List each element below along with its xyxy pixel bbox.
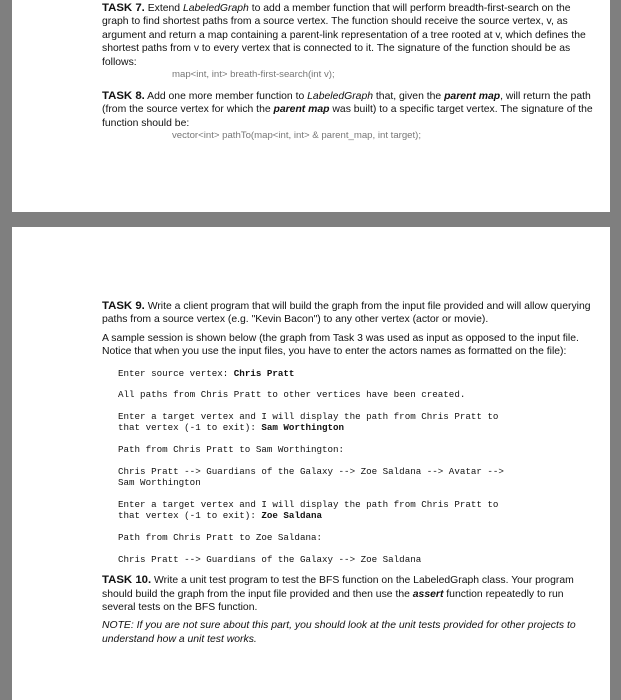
session-line-prompt2b: that vertex (-1 to exit): Zoe Saldana: [118, 510, 323, 522]
task10-note: NOTE: If you are not sure about this part, you should look at the unit tests provided for other projects to understand how a unit test works.: [102, 620, 576, 645]
session-line-path1-header: Path from Chris Pratt to Sam Worthington:: [118, 444, 345, 455]
session-line-path1a: Chris Pratt --> Guardians of the Galaxy --> Zoe Saldana --> Avatar -->: [118, 465, 504, 477]
task7-paragraph: TASK 7. Extend LabeledGraph to add a member function that will perform breadth-first-search on the graph to find shortest paths from a source vertex. The function should receive the source vertex, v, as argument and return a map containing a parent-link representation of a tree rooted at v, which defines the shortest paths from v to every vertex that is connected to it. The signature of the function should be as follows:: [102, 2, 586, 68]
session-line-path2: Chris Pratt --> Guardians of the Galaxy --> Zoe Saldana: [118, 553, 422, 565]
task8-paragraph: TASK 8. Add one more member function to LabeledGraph that, given the parent map, will return the path (from the source vertex for which the parent map was built) to a specific target vertex. The signature of the function should be:: [102, 90, 593, 129]
session-line-prompt2a: Enter a target vertex and I will display the path from Chris Pratt to: [118, 498, 499, 510]
session-line-source: Enter source vertex: Chris Pratt: [118, 367, 295, 379]
task10-paragraph: TASK 10. Write a unit test program to test the BFS function on the LabeledGraph class. Your program should build the graph from the input file provided and then use the assert function repeatedly to run several tests on the BFS function.: [102, 574, 574, 613]
page-bottom: [12, 227, 610, 700]
session-line-path2-header: Path from Chris Pratt to Zoe Saldana:: [118, 531, 322, 543]
task9-paragraph: TASK 9. Write a client program that will build the graph from the input file provided and will allow querying paths from a source vertex (e.g. "Kevin Bacon") to any other vertex (actor or movie).: [102, 300, 591, 326]
session-line-path1b: Sam Worthington: [118, 477, 201, 489]
task10-heading: TASK 10.: [102, 574, 152, 587]
page-top: [12, 0, 610, 212]
session-line-prompt1b: that vertex (-1 to exit): Sam Worthington: [118, 422, 345, 434]
task7-signature: map<int, int> breath-first-search(int v);: [172, 69, 335, 81]
task8-heading: TASK 8.: [102, 90, 145, 103]
task9-heading: TASK 9.: [102, 300, 145, 312]
task8-signature: vector<int> pathTo(map<int, int> & parent_map, int target);: [172, 130, 422, 142]
task7-heading: TASK 7.: [102, 2, 145, 14]
session-line-prompt1a: Enter a target vertex and I will display the path from Chris Pratt to: [118, 410, 499, 422]
task9-sample-intro: A sample session is shown below (the graph from Task 3 was used as input as opposed to the input file. Notice that when you use the input files, you have to enter the actors names as formatted on the file):: [102, 332, 579, 358]
session-line-created: All paths from Chris Pratt to other vertices have been created.: [118, 389, 466, 401]
